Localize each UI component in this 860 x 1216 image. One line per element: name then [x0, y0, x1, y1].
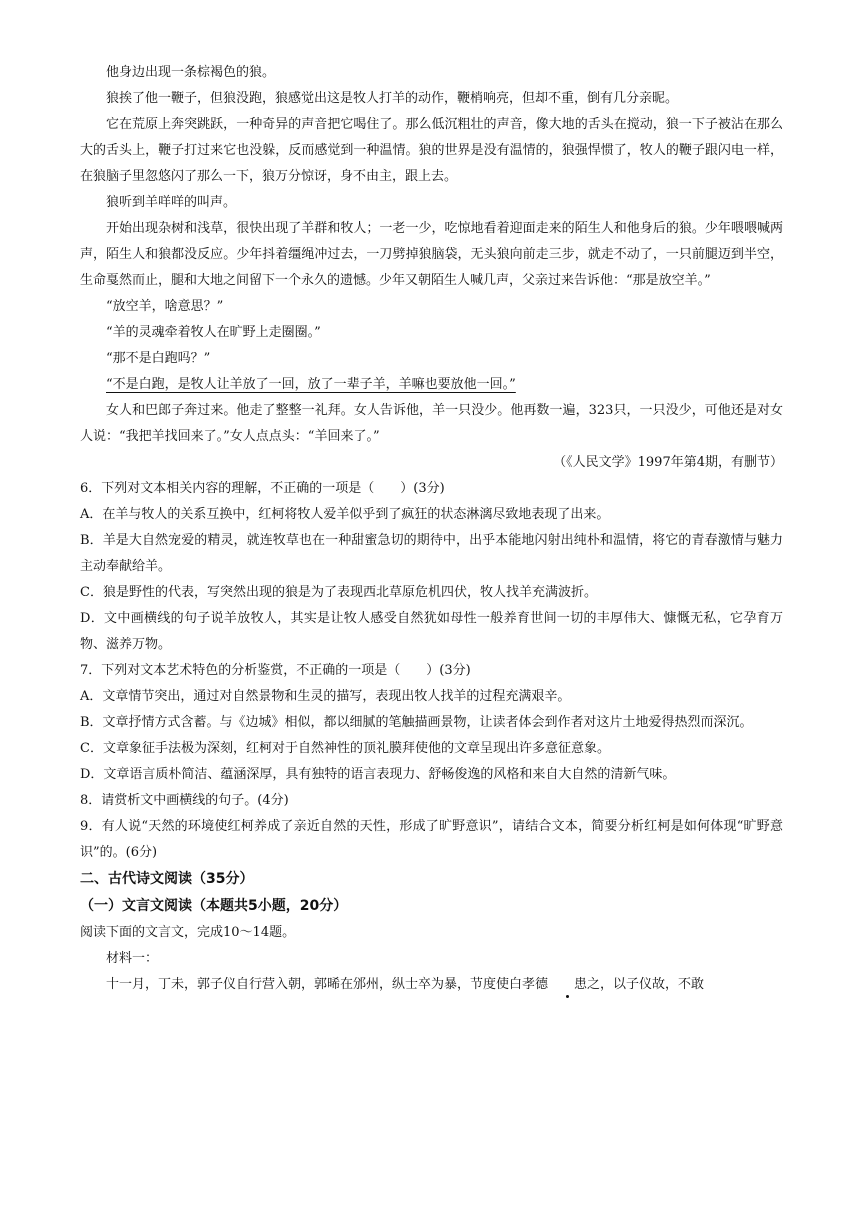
question-6-option-a: A．在羊与牧人的关系互换中，红柯将牧人爱羊似乎到了疯狂的状态淋漓尽致地表现了出来。: [80, 507, 610, 522]
passage-paragraph-4: 狼听到羊咩咩的叫声。: [106, 195, 237, 210]
emphasis-dotted-char: 患: [548, 972, 587, 998]
passage-paragraph-3: 它在荒原上奔突跳跃，一种奇异的声音把它喝住了。那么低沉粗壮的声音，像大地的舌头在搅动，狼一下子被沾在那么大的舌头上，鞭子打过来它也没躲，反而感觉到一种温情。狼的世界是没有温情的，狼强悍惯了，牧人的鞭子跟闪电一样，在狼脑子里忽悠闪了那么一下，狼万分惊讶，身不由主，跟上去。: [80, 117, 783, 184]
question-6-stem: 6．下列对文本相关内容的理解，不正确的一项是（ ）(3分): [80, 481, 445, 496]
question-6-option-d: D．文中画横线的句子说羊放牧人，其实是让牧人感受自然犹如母性一般养育世间一切的丰厚伟大、慷慨无私，它孕育万物、滋养万物。: [80, 611, 783, 652]
dialog-line-3: “那不是白跑吗？”: [106, 351, 211, 366]
material-text-end: 之，以子仪故，不敢: [587, 977, 705, 992]
material-text: [80, 972, 783, 998]
material-text-start: 十一月，丁未，郭子仪自行营入朝，郭晞在邠州，纵士卒为暴，节度使白孝德: [106, 977, 549, 992]
question-7-option-c: C．文章象征手法极为深刻，红柯对于自然神性的顶礼膜拜使他的文章呈现出许多意征意象。: [80, 741, 610, 756]
question-7-stem: 7．下列对文本艺术特色的分析鉴赏，不正确的一项是（ ）(3分): [80, 663, 471, 678]
subsection-title: （一）文言文阅读（本题共5小题，20分）: [80, 898, 348, 914]
document-page: [80, 60, 783, 998]
reading-instruction: 阅读下面的文言文，完成10～14题。: [80, 925, 296, 940]
material-label: 材料一：: [106, 951, 159, 966]
question-6-option-b: B．羊是大自然宠爱的精灵，就连牧草也在一种甜蜜急切的期待中，出乎本能地闪射出纯朴和温情，将它的青春激情与魅力主动奉献给羊。: [80, 533, 783, 574]
question-7-option-b: B．文章抒情方式含蓄。与《边城》相似，都以细腻的笔触描画景物，让读者体会到作者对这片土地爱得热烈而深沉。: [80, 715, 753, 730]
passage-paragraph-6: 女人和巴郎子奔过来。他走了整整一礼拜。女人告诉他，羊一只没少。他再数一遍，323只，一只没少，可他还是对女人说：“我把羊找回来了。”女人点点头：“羊回来了。”: [80, 403, 783, 444]
dialog-line-2: “羊的灵魂牵着牧人在旷野上走圈圈。”: [106, 325, 321, 340]
question-8: 8．请赏析文中画横线的句子。(4分): [80, 793, 289, 808]
question-7-option-d: D．文章语言质朴简洁、蕴涵深厚，具有独特的语言表现力、舒畅俊逸的风格和来自大自然的清新气味。: [80, 767, 676, 782]
passage-source: （《人民文学》1997年第4期，有删节）: [553, 455, 783, 470]
section-title: 二、古代诗文阅读（35分）: [80, 871, 254, 887]
question-7-option-a: A．文章情节突出，通过对自然景物和生灵的描写，表现出牧人找羊的过程充满艰辛。: [80, 689, 571, 704]
dialog-line-underlined: [80, 372, 783, 398]
dialog-line-1: “放空羊，啥意思？”: [106, 299, 224, 314]
underlined-sentence: “不是白跑，是牧人让羊放了一回，放了一辈子羊，羊嘛也要放他一回。”: [106, 377, 516, 392]
passage-paragraph-1: 他身边出现一条棕褐色的狼。: [106, 65, 276, 80]
question-9: 9．有人说“天然的环境使红柯养成了亲近自然的天性，形成了旷野意识”，请结合文本，简要分析红柯是如何体现“旷野意识”的。(6分): [80, 819, 783, 860]
passage-paragraph-5: 开始出现杂树和浅草，很快出现了羊群和牧人；一老一少，吃惊地看着迎面走来的陌生人和他身后的狼。少年喂喂喊两声，陌生人和狼都没反应。少年抖着缰绳冲过去，一刀劈掉狼脑袋，无头狼向前走三步，就走不动了，一只前腿迈到半空，生命戛然而止，腿和大地之间留下一个永久的遗憾。少年又朝陌生人喊几声，父亲过来告诉他：“那是放空羊。”: [80, 221, 783, 288]
question-6-option-c: C．狼是野性的代表，写突然出现的狼是为了表现西北草原危机四伏，牧人找羊充满波折。: [80, 585, 597, 600]
passage-paragraph-2: 狼挨了他一鞭子，但狼没跑，狼感觉出这是牧人打羊的动作，鞭梢响亮，但却不重，倒有几分亲昵。: [106, 91, 679, 106]
